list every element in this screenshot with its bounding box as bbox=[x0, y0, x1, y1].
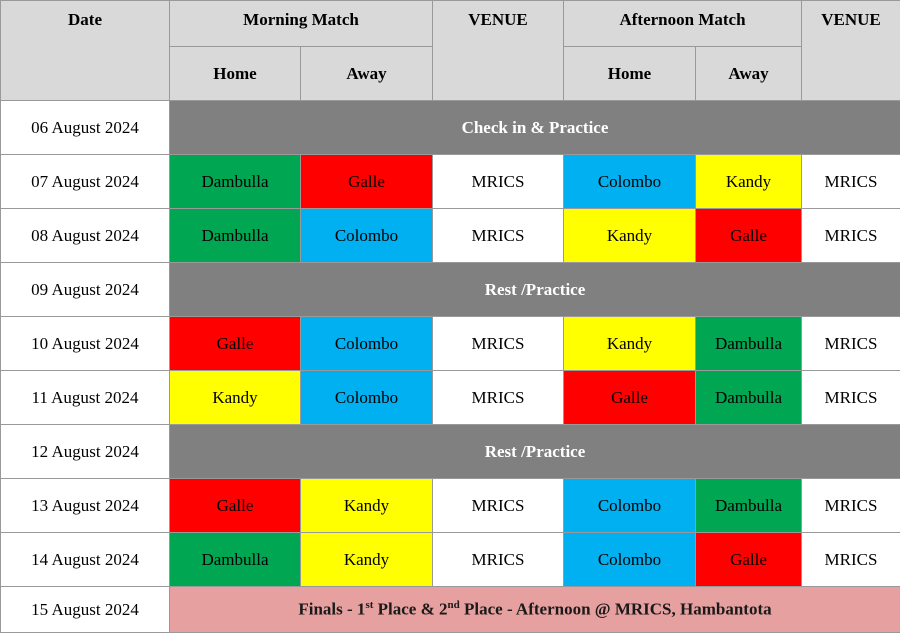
schedule-body bbox=[1, 101, 900, 633]
rest-day-cell: Check in & Practice bbox=[170, 101, 900, 155]
schedule-row bbox=[1, 101, 900, 155]
morning-home-team: Dambulla bbox=[170, 533, 301, 587]
afternoon-venue: MRICS bbox=[802, 371, 900, 425]
afternoon-home-team: Colombo bbox=[564, 155, 696, 209]
date-header: Date bbox=[1, 1, 170, 101]
afternoon-venue: MRICS bbox=[802, 533, 900, 587]
morning-away-header: Away bbox=[301, 47, 433, 101]
morning-home-team: Kandy bbox=[170, 371, 301, 425]
schedule-row bbox=[1, 425, 900, 479]
afternoon-venue: MRICS bbox=[802, 317, 900, 371]
schedule-row bbox=[1, 263, 900, 317]
date-cell: 14 August 2024 bbox=[1, 533, 170, 587]
date-cell: 07 August 2024 bbox=[1, 155, 170, 209]
date-cell: 10 August 2024 bbox=[1, 317, 170, 371]
date-cell: 09 August 2024 bbox=[1, 263, 170, 317]
date-cell: 08 August 2024 bbox=[1, 209, 170, 263]
finals-text-b: Place & 2 bbox=[373, 599, 448, 619]
afternoon-away-team: Dambulla bbox=[696, 479, 802, 533]
morning-venue: MRICS bbox=[433, 533, 564, 587]
afternoon-venue: MRICS bbox=[802, 155, 900, 209]
morning-home-team: Dambulla bbox=[170, 155, 301, 209]
afternoon-home-team: Galle bbox=[564, 371, 696, 425]
morning-venue: MRICS bbox=[433, 479, 564, 533]
afternoon-home-team: Kandy bbox=[564, 317, 696, 371]
afternoon-away-team: Dambulla bbox=[696, 371, 802, 425]
morning-away-team: Colombo bbox=[301, 209, 433, 263]
morning-home-team: Dambulla bbox=[170, 209, 301, 263]
date-cell: 13 August 2024 bbox=[1, 479, 170, 533]
afternoon-match-header: Afternoon Match bbox=[564, 1, 802, 47]
rest-day-cell: Rest /Practice bbox=[170, 425, 900, 479]
morning-home-header: Home bbox=[170, 47, 301, 101]
morning-home-team: Galle bbox=[170, 479, 301, 533]
afternoon-away-team: Kandy bbox=[696, 155, 802, 209]
morning-away-team: Kandy bbox=[301, 479, 433, 533]
morning-venue: MRICS bbox=[433, 209, 564, 263]
afternoon-home-team: Colombo bbox=[564, 479, 696, 533]
finals-date-cell: 15 August 2024 bbox=[1, 587, 170, 633]
finals-text-a: Finals - 1 bbox=[298, 599, 366, 619]
finals-sup-2: nd bbox=[447, 599, 460, 612]
morning-away-team: Galle bbox=[301, 155, 433, 209]
venue-header-afternoon: VENUE bbox=[802, 1, 900, 101]
morning-venue: MRICS bbox=[433, 317, 564, 371]
finals-cell bbox=[170, 587, 900, 633]
venue-header-morning: VENUE bbox=[433, 1, 564, 101]
afternoon-away-team: Galle bbox=[696, 209, 802, 263]
morning-match-header: Morning Match bbox=[170, 1, 433, 47]
morning-away-team: Colombo bbox=[301, 317, 433, 371]
finals-text-c: Place - Afternoon @ MRICS, Hambantota bbox=[459, 599, 772, 619]
schedule-row bbox=[1, 533, 900, 587]
schedule-row bbox=[1, 209, 900, 263]
morning-venue: MRICS bbox=[433, 155, 564, 209]
morning-venue: MRICS bbox=[433, 371, 564, 425]
afternoon-venue: MRICS bbox=[802, 479, 900, 533]
date-cell: 11 August 2024 bbox=[1, 371, 170, 425]
date-cell: 12 August 2024 bbox=[1, 425, 170, 479]
finals-row bbox=[1, 587, 900, 633]
afternoon-home-team: Colombo bbox=[564, 533, 696, 587]
morning-home-team: Galle bbox=[170, 317, 301, 371]
afternoon-venue: MRICS bbox=[802, 209, 900, 263]
morning-away-team: Kandy bbox=[301, 533, 433, 587]
afternoon-away-team: Dambulla bbox=[696, 317, 802, 371]
header-row-1 bbox=[1, 1, 900, 47]
afternoon-home-team: Kandy bbox=[564, 209, 696, 263]
rest-day-cell: Rest /Practice bbox=[170, 263, 900, 317]
schedule-row bbox=[1, 155, 900, 209]
schedule-row bbox=[1, 479, 900, 533]
morning-away-team: Colombo bbox=[301, 371, 433, 425]
schedule-row bbox=[1, 317, 900, 371]
date-cell: 06 August 2024 bbox=[1, 101, 170, 155]
finals-sup-1: st bbox=[365, 599, 374, 612]
afternoon-away-header: Away bbox=[696, 47, 802, 101]
afternoon-away-team: Galle bbox=[696, 533, 802, 587]
schedule-row bbox=[1, 371, 900, 425]
afternoon-home-header: Home bbox=[564, 47, 696, 101]
